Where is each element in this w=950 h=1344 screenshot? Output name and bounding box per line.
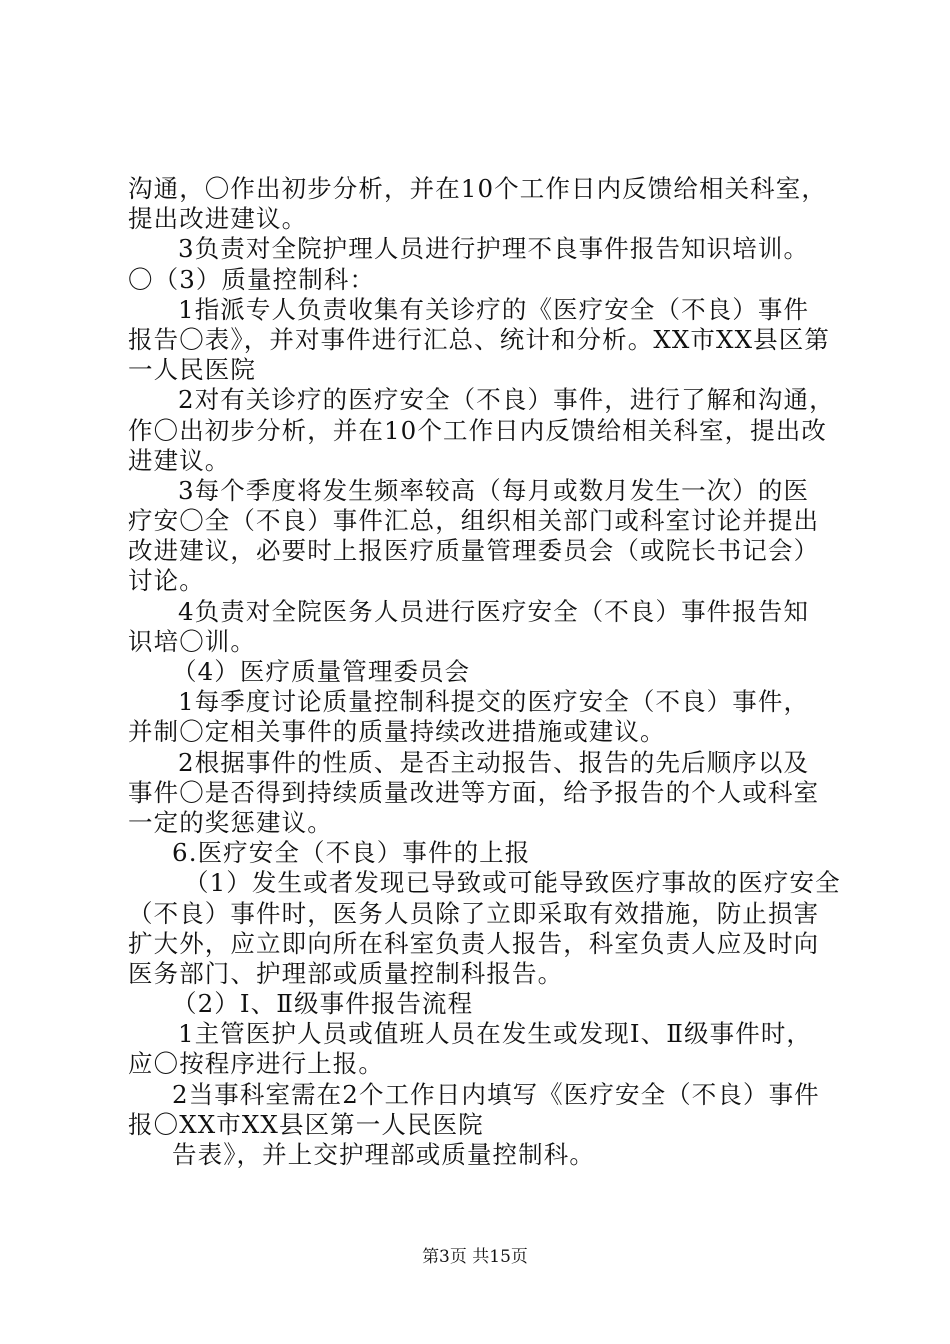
text-line: （2）Ⅰ、Ⅱ级事件报告流程	[172, 989, 474, 1019]
text-line: 提出改进建议。	[128, 204, 308, 234]
section-heading: 6.医疗安全（不良）事件的上报	[172, 838, 531, 868]
text-line: 报告〇表》，并对事件进行汇总、统计和分析。XX市XX县区第	[128, 324, 830, 354]
text-line: 1指派专人负责收集有关诊疗的《医疗安全（不良）事件	[178, 294, 810, 324]
text-line: 〇（3）质量控制科：	[128, 264, 376, 294]
text-line: 并制〇定相关事件的质量持续改进措施或建议。	[128, 717, 666, 747]
text-line: 1主管医护人员或值班人员在发生或发现Ⅰ、Ⅱ级事件时，	[178, 1019, 813, 1049]
text-line: 疗安〇全（不良）事件汇总，组织相关部门或科室讨论并提出	[128, 506, 820, 536]
text-line: 3每个季度将发生频率较高（每月或数月发生一次）的医	[178, 475, 810, 505]
text-line: 进建议。	[128, 445, 231, 475]
text-line: 3负责对全院护理人员进行护理不良事件报告知识培训。	[178, 234, 810, 264]
text-line: 事件〇是否得到持续质量改进等方面，给予报告的个人或科室	[128, 777, 820, 807]
text-line: （1）发生或者发现已导致或可能导致医疗事故的医疗安全	[184, 868, 841, 898]
text-line: 报〇XX市XX县区第一人民医院	[128, 1109, 484, 1139]
text-line: 一人民医院	[128, 355, 256, 385]
body-text	[128, 174, 841, 1170]
text-line: 4负责对全院医务人员进行医疗安全（不良）事件报告知	[178, 596, 810, 626]
text-line: 2对有关诊疗的医疗安全（不良）事件，进行了解和沟通，	[178, 385, 835, 415]
text-line: 沟通，〇作出初步分析，并在10个工作日内反馈给相关科室，	[128, 174, 827, 203]
page-footer: 第3页 共15页	[422, 1247, 528, 1267]
text-line: 作〇出初步分析，并在10个工作日内反馈给相关科室，提出改	[128, 415, 827, 445]
text-line: （4）医疗质量管理委员会	[172, 657, 471, 686]
text-line: 医务部门、护理部或质量控制科报告。	[128, 958, 564, 988]
text-line: 识培〇训。	[128, 626, 256, 656]
text-line: （不良）事件时，医务人员除了立即采取有效措施，防止损害	[128, 898, 820, 928]
text-line: 讨论。	[128, 566, 205, 596]
text-line: 一定的奖惩建议。	[128, 807, 333, 837]
text-line: 1每季度讨论质量控制科提交的医疗安全（不良）事件，	[178, 687, 810, 717]
text-line: 告表》，并上交护理部或质量控制科。	[172, 1140, 595, 1169]
text-line: 2当事科室需在2个工作日内填写《医疗安全（不良）事件	[172, 1079, 820, 1109]
text-line: 改进建议，必要时上报医疗质量管理委员会（或院长书记会）	[128, 536, 820, 566]
text-line: 应〇按程序进行上报。	[128, 1049, 384, 1079]
text-line: 2根据事件的性质、是否主动报告、报告的先后顺序以及	[178, 747, 810, 777]
text-line: 扩大外，应立即向所在科室负责人报告，科室负责人应及时向	[128, 928, 820, 958]
